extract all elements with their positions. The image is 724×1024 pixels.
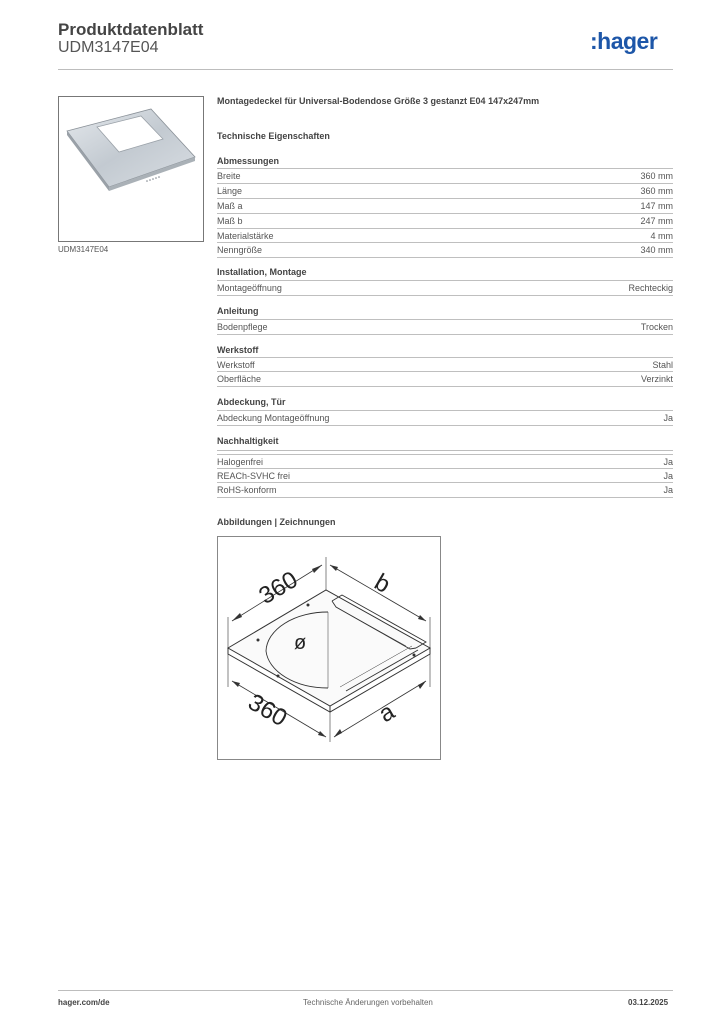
table-row	[217, 213, 673, 228]
row-label: Abdeckung Montageöffnung	[217, 413, 330, 423]
table-row	[217, 454, 673, 469]
row-value: 360 mm	[640, 186, 673, 196]
row-value: Trocken	[640, 322, 673, 332]
table-row	[217, 482, 673, 498]
cover-plate-thumbnail	[59, 97, 203, 241]
dimension-label-width: 360	[254, 566, 303, 610]
row-label: Halogenfrei	[217, 457, 264, 467]
row-label: Maß a	[217, 201, 243, 211]
row-label: Werkstoff	[217, 360, 255, 370]
table-row	[217, 198, 673, 213]
row-label: Montageöffnung	[217, 283, 282, 293]
table-row	[217, 183, 673, 198]
table-row	[217, 468, 673, 483]
section-title-dimensions: Abmessungen	[217, 156, 280, 166]
row-label: Materialstärke	[217, 231, 274, 241]
technical-drawing	[217, 536, 441, 760]
row-value: 4 mm	[650, 231, 673, 241]
drawings-heading: Abbildungen | Zeichnungen	[217, 517, 336, 527]
table-row	[217, 357, 673, 372]
row-value: Stahl	[652, 360, 673, 370]
row-label: Länge	[217, 186, 243, 196]
table-row	[217, 242, 673, 258]
section-title-cover: Abdeckung, Tür	[217, 397, 286, 407]
row-label: Maß b	[217, 216, 243, 226]
dimension-label-length: 360	[243, 688, 292, 733]
dimension-label-b: b	[369, 568, 395, 599]
section-title-installation: Installation, Montage	[217, 267, 307, 277]
row-label: Breite	[217, 171, 241, 181]
dimension-drawing	[218, 537, 440, 759]
row-value: 360 mm	[640, 171, 673, 181]
row-value: Ja	[663, 413, 673, 423]
image-caption: UDM3147E04	[58, 245, 109, 254]
row-value: 147 mm	[640, 201, 673, 211]
footer-divider	[58, 990, 673, 991]
hager-logo: :hager	[590, 28, 658, 54]
footer-notice: Technische Änderungen vorbehalten	[303, 998, 433, 1007]
table-row	[217, 228, 673, 243]
article-number: UDM3147E04	[58, 39, 159, 56]
table-row	[217, 371, 673, 387]
product-image	[58, 96, 204, 242]
table-row	[217, 280, 673, 296]
dimension-label-a: a	[374, 698, 400, 729]
row-value: Ja	[663, 485, 673, 495]
row-value: 247 mm	[640, 216, 673, 226]
footer-date: 03.12.2025	[628, 998, 669, 1007]
page-title: Produktdatenblatt	[58, 20, 204, 39]
row-label: RoHS-konform	[217, 485, 277, 495]
section-title-material: Werkstoff	[217, 345, 259, 355]
row-label: Bodenpflege	[217, 322, 268, 332]
row-value: Verzinkt	[640, 374, 673, 384]
row-label: Oberfläche	[217, 374, 262, 384]
diameter-symbol: ø	[294, 632, 307, 654]
row-value: Ja	[663, 457, 673, 467]
table-row	[217, 168, 673, 183]
row-label: REACh-SVHC frei	[217, 471, 291, 481]
row-value: Ja	[663, 471, 673, 481]
section-title-sustainability: Nachhaltigkeit	[217, 436, 279, 446]
footer-website: hager.com/de	[58, 998, 110, 1007]
table-row	[217, 410, 673, 426]
row-label: Nenngröße	[217, 245, 263, 255]
section-title-instructions: Anleitung	[217, 306, 259, 316]
section-divider	[217, 450, 673, 451]
row-value: Rechteckig	[628, 283, 673, 293]
header-divider	[58, 69, 673, 70]
table-row	[217, 319, 673, 335]
technical-properties-heading: Technische Eigenschaften	[217, 131, 330, 141]
product-description: Montagedeckel für Universal-Bodendose Größe 3 gestanzt E04 147x247mm	[217, 96, 540, 106]
row-value: 340 mm	[640, 245, 673, 255]
